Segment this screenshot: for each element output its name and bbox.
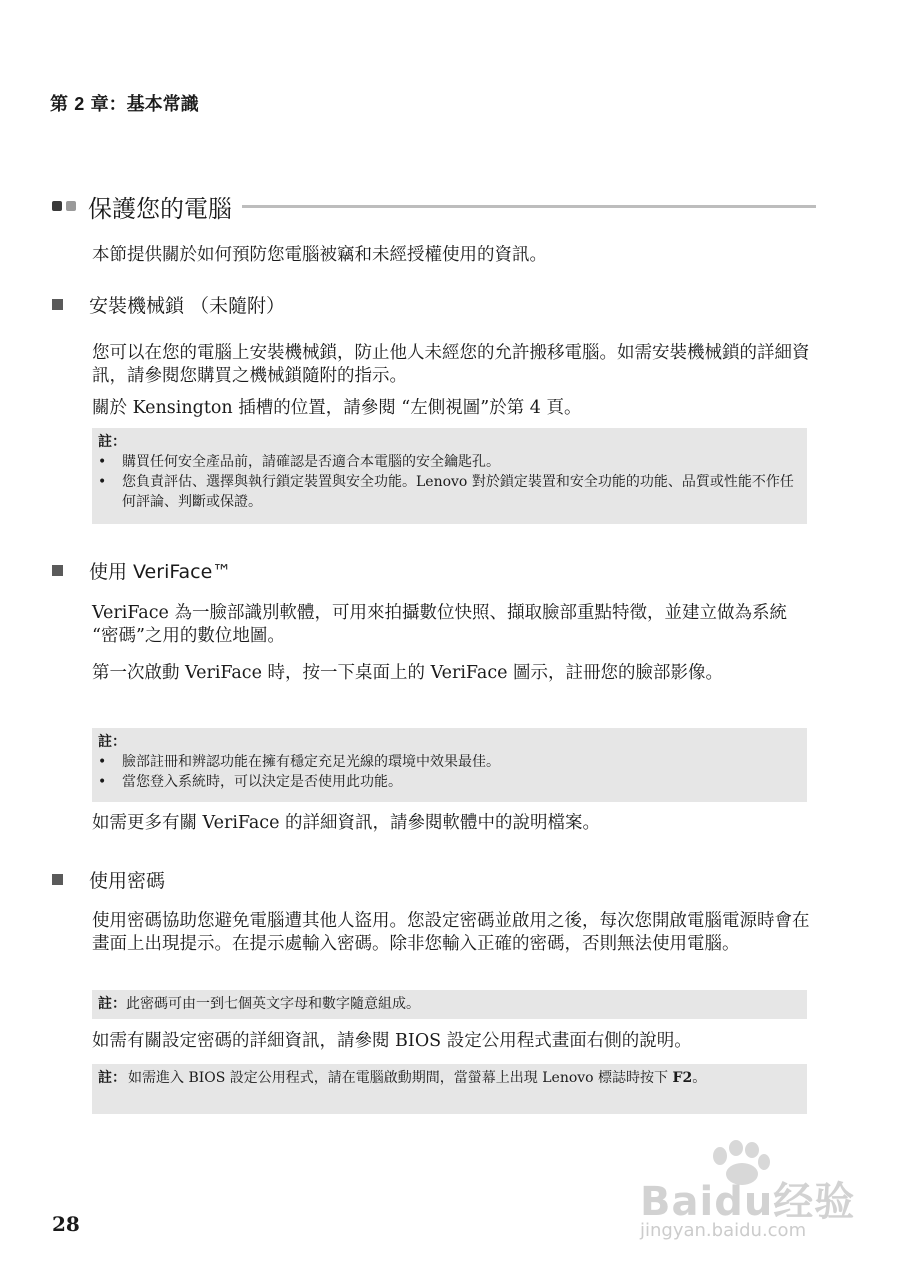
note-text	[128, 1068, 801, 1088]
watermark-logo: Baidu经验	[640, 1179, 856, 1225]
subsection-veriface-title: 使用 VeriFace™	[89, 561, 232, 583]
watermark-url: jingyan.baidu.com	[640, 1220, 807, 1241]
note-bullet-text: 購買任何安全產品前，請確認是否適合本電腦的安全鑰匙孔。	[122, 454, 500, 470]
note-bullet-text: 當您登入系統時，可以決定是否使用此功能。	[122, 774, 402, 790]
chapter-title: 章：基本常識	[90, 94, 199, 115]
password-note-box-1	[92, 990, 807, 1019]
bullet-icon: •	[98, 774, 107, 790]
subsection-lock-title: 安裝機械鎖 （未隨附）	[89, 295, 286, 317]
lock-paragraph-1: 您可以在您的電腦上安裝機械鎖，防止他人未經您的允許搬移電腦。如需安裝機械鎖的詳細資訊，請參閱您購買之機械鎖隨附的指示。	[92, 343, 810, 386]
lock-paragraph-2: 關於 Kensington 插槽的位置，請參閱 “左側視圖”於第 4 頁。	[92, 398, 582, 418]
note-label: 註：	[98, 996, 126, 1012]
password-paragraph-1: 使用密碼協助您避免電腦遭其他人盜用。您設定密碼並啟用之後，每次您開啟電腦電源時會在畫面上出現提示。在提示處輸入密碼。除非您輸入正確的密碼，否則無法使用電腦。	[92, 911, 810, 954]
lock-note-box	[92, 428, 807, 524]
note-row	[98, 1068, 801, 1088]
subsection-password-title: 使用密碼	[89, 870, 166, 892]
list-item	[98, 472, 801, 512]
veriface-note-box	[92, 728, 807, 802]
section-title: 保護您的電腦	[88, 194, 232, 223]
section-rule	[242, 205, 816, 208]
bullet-icon: •	[98, 454, 107, 470]
bullet-icon: •	[98, 754, 107, 770]
password-note-box-2	[92, 1064, 807, 1114]
note-bullet-text: 臉部註冊和辨認功能在擁有穩定充足光線的環境中效果最佳。	[122, 754, 500, 770]
note-label: 註：	[98, 1070, 126, 1086]
key-label: F2	[672, 1070, 693, 1086]
veriface-paragraph-2: 第一次啟動 VeriFace 時，按一下桌面上的 VeriFace 圖示，註冊您的臉部影像。	[92, 663, 724, 683]
chapter-prefix: 第	[50, 94, 68, 115]
subsection-veriface-heading	[52, 557, 231, 584]
heading-marker-dark-icon	[52, 201, 62, 211]
chapter-number: 2	[74, 94, 85, 114]
list-item	[98, 452, 801, 472]
square-bullet-icon	[52, 565, 63, 576]
bullet-icon: •	[98, 474, 107, 490]
page-number: 28	[52, 1212, 80, 1236]
note-text-end: 。	[692, 1070, 707, 1086]
veriface-paragraph-3: 如需更多有關 VeriFace 的詳細資訊，請參閱軟體中的說明檔案。	[92, 813, 601, 833]
note-label: 註：	[98, 734, 126, 750]
heading-marker-light-icon	[66, 201, 76, 211]
list-item	[98, 772, 801, 792]
password-paragraph-2: 如需有關設定密碼的詳細資訊，請參閱 BIOS 設定公用程式畫面右側的說明。	[92, 1031, 692, 1051]
note-label: 註：	[98, 434, 126, 450]
subsection-lock-heading	[52, 291, 285, 318]
square-bullet-icon	[52, 299, 63, 310]
square-bullet-icon	[52, 874, 63, 885]
watermark	[640, 1140, 856, 1250]
intro-paragraph: 本節提供關於如何預防您電腦被竊和未經授權使用的資訊。	[92, 245, 547, 265]
subsection-password-heading	[52, 866, 165, 893]
note-text: 此密碼可由一到七個英文字母和數字隨意組成。	[126, 996, 420, 1012]
list-item	[98, 752, 801, 772]
veriface-paragraph-1: VeriFace 為一臉部識別軟體，可用來拍攝數位快照、擷取臉部重點特徵，並建立做為系統 “密碼”之用的數位地圖。	[92, 603, 787, 646]
chapter-header	[50, 90, 199, 116]
note-bullet-text: 您負責評估、選擇與執行鎖定裝置與安全功能。Lenovo 對於鎖定裝置和安全功能的功能、品質或性能不作任何評論、判斷或保證。	[122, 474, 794, 510]
section-heading	[52, 186, 816, 226]
note-text-main: 如需進入 BIOS 設定公用程式，請在電腦啟動期間，當螢幕上出現 Lenovo 標誌時按下	[128, 1070, 669, 1086]
